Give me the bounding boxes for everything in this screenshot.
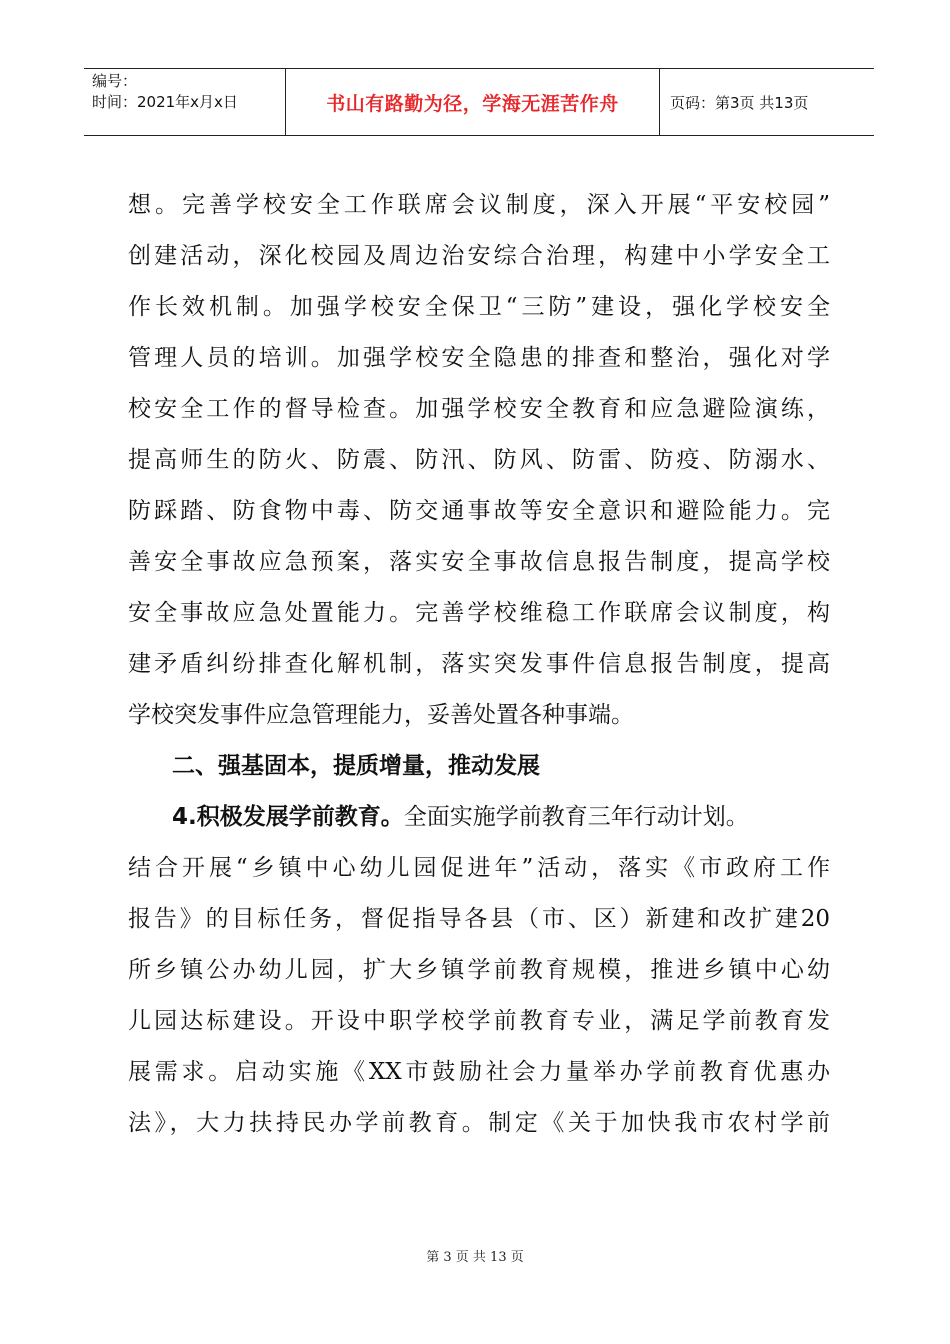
body-line: 防踩踏、防食物中毒、防交通事故等安全意识和避险能力。完 — [128, 498, 830, 524]
item4-first-rest: 全面实施学前教育三年行动计划。 — [403, 804, 749, 830]
body-line: 安全事故应急处置能力。完善学校维稳工作联席会议制度，构 — [128, 600, 830, 626]
body-line: 展需求。启动实施《XX市鼓励社会力量举办学前教育优惠办 — [128, 1059, 830, 1085]
body-line: 儿园达标建设。开设中职学校学前教育专业，满足学前教育发 — [128, 1008, 830, 1034]
body-line: 提高师生的防火、防震、防汛、防风、防雷、防疫、防溺水、 — [128, 447, 830, 473]
body-line: 报告》的目标任务，督促指导各县（市、区）新建和改扩建20 — [128, 906, 830, 932]
document-body — [128, 180, 830, 1149]
body-line: 结合开展“乡镇中心幼儿园促进年”活动，落实《市政府工作 — [128, 855, 830, 881]
section-heading: 二、强基固本，提质增量，推动发展 — [172, 753, 540, 779]
item4-first-line — [128, 792, 830, 843]
page-footer: 第 3 页 共 13 页 — [426, 1250, 524, 1265]
header-page-label: 页码：第3页 共13页 — [670, 93, 809, 112]
body-line: 创建活动，深化校园及周边治安综合治理，构建中小学安全工 — [128, 243, 830, 269]
body-line: 善安全事故应急预案，落实安全事故信息报告制度，提高学校 — [128, 549, 830, 575]
body-line: 建矛盾纠纷排查化解机制，落实突发事件信息报告制度，提高 — [128, 651, 830, 677]
item4-title: 4.积极发展学前教育。 — [172, 804, 404, 830]
header-motto: 书山有路勤为径，学海无涯苦作舟 — [286, 69, 660, 135]
body-line: 作长效机制。加强学校安全保卫“三防”建设，强化学校安全 — [128, 294, 830, 320]
page-header — [84, 68, 874, 136]
body-line: 法》，大力扶持民办学前教育。制定《关于加快我市农村学前 — [128, 1110, 830, 1136]
body-line: 所乡镇公办幼儿园，扩大乡镇学前教育规模，推进乡镇中心幼 — [128, 957, 830, 983]
document-time-label: 时间：2021年x月x日 — [92, 93, 238, 111]
body-line: 学校突发事件应急管理能力，妥善处置各种事端。 — [128, 702, 634, 728]
body-line: 管理人员的培训。加强学校安全隐患的排查和整治，强化对学 — [128, 345, 830, 371]
document-number-label: 编号： — [92, 72, 138, 90]
body-line: 校安全工作的督导检查。加强学校安全教育和应急避险演练， — [128, 396, 830, 422]
header-meta — [84, 69, 286, 135]
body-line: 想。完善学校安全工作联席会议制度，深入开展“平安校园” — [128, 192, 830, 218]
